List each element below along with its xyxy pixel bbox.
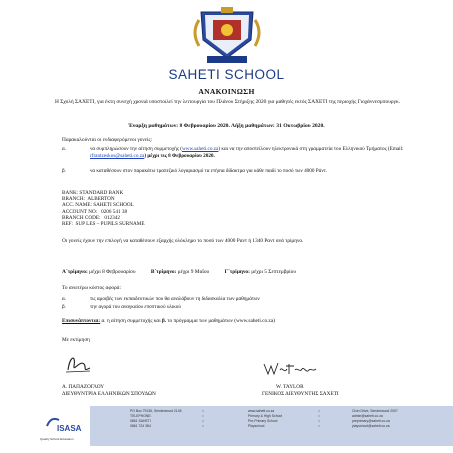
footer-text: PO Box 79136, Senderwood 2145 — [130, 409, 182, 413]
attachments-label: Επισυνάπτονται: — [62, 318, 101, 324]
footer-contact-col — [130, 409, 181, 429]
term-3 — [225, 269, 296, 275]
cost-item-a — [62, 296, 422, 304]
footer-text: Civin Drive, Senderwood 2007 — [352, 409, 398, 413]
attachments-marker: β. — [161, 318, 167, 324]
footer-emails-col — [352, 409, 398, 429]
footer-email-link[interactable]: preprimary@saheti.co.za — [352, 419, 390, 423]
bank-line: REF: SUP LES – PUPILS SURNAME — [62, 221, 145, 228]
term-date: μέχρι 8 Φεβρουαρίου — [89, 269, 136, 275]
cost-item-b — [62, 304, 422, 312]
term-date: μέχρι 9 Μαΐου — [177, 269, 210, 275]
term-label: Γ΄τρίμηνο: — [224, 269, 250, 275]
bank-line: BRANCH CODE: 012342 — [62, 214, 120, 221]
term-deadlines — [62, 269, 296, 275]
bank-line: BRANCH: ALBERTON — [62, 196, 115, 203]
term-label: Β΄τρίμηνο: — [150, 269, 177, 275]
footer-text: 0861 SAHETI — [130, 419, 151, 423]
isasa-logo — [45, 414, 82, 436]
closing-text: Με εκτίμηση — [62, 337, 90, 343]
list-marker: α. — [62, 146, 67, 152]
attachments-text: το πρόγραμμα των μαθημάτων (www.saheti.co.za) — [166, 318, 275, 324]
signatory-name: Α. ΠΑΠΑΖΟΓΛΟΥ — [62, 384, 105, 390]
bank-line: BANK: STANDARD BANK — [62, 190, 124, 196]
list-item-b — [62, 168, 422, 182]
parents-line: Παρακαλούνται οι ενδιαφερόμενοι γονείς: — [62, 137, 153, 143]
list-marker: β. — [62, 304, 66, 310]
intro-paragraph: Η Σχολή ΣΑΧΕΤΙ, για έκτη συνεχή χρονιά υποστοιλεί την λειτουργία του Πλάνου Στήριξης 2020 για μαθητές εκτός ΣΑΧΕΤΙ της περιοχής Γιοχάννεσμπουργκ. — [54, 99, 401, 105]
footer-text: Playschool — [248, 424, 265, 428]
email-link[interactable]: rfrantzeskos@saheti.co.za — [90, 152, 145, 159]
list-item-body: να καταθέσουν στον παρακάτω τραπεζικό λογαριασμό τα ετήσια δίδακτρα για κάθε παιδί το ποσό των 4000 Ράντ. — [90, 168, 328, 174]
deadline-text: ) μέχρι τις 8 Φεβρουαρίου 2020. — [144, 152, 215, 159]
bank-line: ACCOUNT NO: 0206 541 38 — [62, 208, 128, 215]
item-text: να συμπληρώσουν την αίτηση συμμετοχής ( — [90, 146, 182, 152]
footer-text: Pre-Primary School — [248, 419, 278, 423]
cost-item-text: τις αμοιβές των εκπαιδευτικών που θα αναλάβουν τη διδασκαλία των μαθημάτων — [90, 296, 260, 302]
signatory-role: ΓΕΝΙΚΟΣ ΔΙΕΥΘΥΝΤΗΣ ΣΑΧΕΤΙ — [262, 390, 339, 397]
announcement-title: ΑΝΑΚΟΙΝΩΣΗ — [198, 87, 255, 96]
item-text: ) και να την αποστείλουν ηλεκτρονικά στη γραμματεία του Ελληνικού Τμήματος (Email: — [218, 146, 404, 152]
footer-email-link[interactable]: admin@saheti.co.za — [352, 414, 383, 418]
saheti-crest-logo — [191, 6, 263, 68]
attachments-text: α. η αίτηση συμμετοχής και — [100, 318, 162, 324]
term-2 — [151, 269, 209, 275]
website-link[interactable]: www.saheti.co.za — [181, 146, 219, 152]
isasa-tagline: Quality School Education — [40, 437, 74, 441]
list-marker: α. — [62, 296, 67, 302]
isasa-logo-text: ISASA — [57, 424, 82, 433]
footer-text: Primary & High School — [248, 414, 283, 418]
cost-line: Το ανωτέρω κόστος αφορά: — [62, 285, 121, 291]
school-name: SAHETI SCHOOL — [168, 67, 285, 82]
term-1 — [62, 269, 136, 275]
footer-dots-col: = = = = — [202, 409, 204, 428]
signature-papazoglou — [64, 352, 94, 376]
signatory-2 — [262, 384, 339, 397]
list-marker: β. — [62, 168, 66, 174]
signatory-1 — [62, 384, 156, 397]
footer-text: 0861 724 384 — [130, 424, 151, 428]
term-label: Α΄τρίμηνο: — [62, 269, 88, 275]
dates-line: Έναρξη μαθημάτων: 8 Φεβρουαρίου 2020. Λήξη μαθημάτων: 31 Οκτωβρίου 2020. — [128, 123, 325, 129]
signatory-name: W. TAYLOR — [276, 384, 304, 390]
footer-dots-col: = = = = — [318, 409, 320, 428]
signature-taylor — [262, 360, 318, 378]
list-item-a — [62, 146, 422, 160]
signatory-role: ΔΙΕΥΘΥΝΤΡΙΑ ΕΛΛΗΝΙΚΩΝ ΣΠΟΥΔΩΝ — [62, 390, 156, 397]
footer-text: TELEPHONE: — [130, 414, 152, 418]
attachments-line — [62, 318, 275, 325]
footer-schools-col — [248, 409, 282, 429]
bank-details — [62, 190, 145, 227]
list-item-body — [90, 146, 410, 159]
cost-item-text: την αγορά του αναγκαίου εποπτικού υλικού — [90, 304, 181, 310]
footer-link[interactable]: www.saheti.co.za — [248, 409, 275, 413]
payment-note: Οι γονείς έχουν την επιλογή να καταθέσουν εξαρχής ολόκληρο το ποσό των 4000 Ραντ ή 1340 Ραντ ανά τρίμηνο. — [62, 238, 304, 244]
bank-line: ACC. NAME: SAHETI SCHOOL — [62, 202, 134, 209]
footer-email-link[interactable]: playschool@saheti.co.za — [352, 424, 390, 428]
term-date: μέχρι 5 Σεπτεμβρίου — [251, 269, 297, 275]
